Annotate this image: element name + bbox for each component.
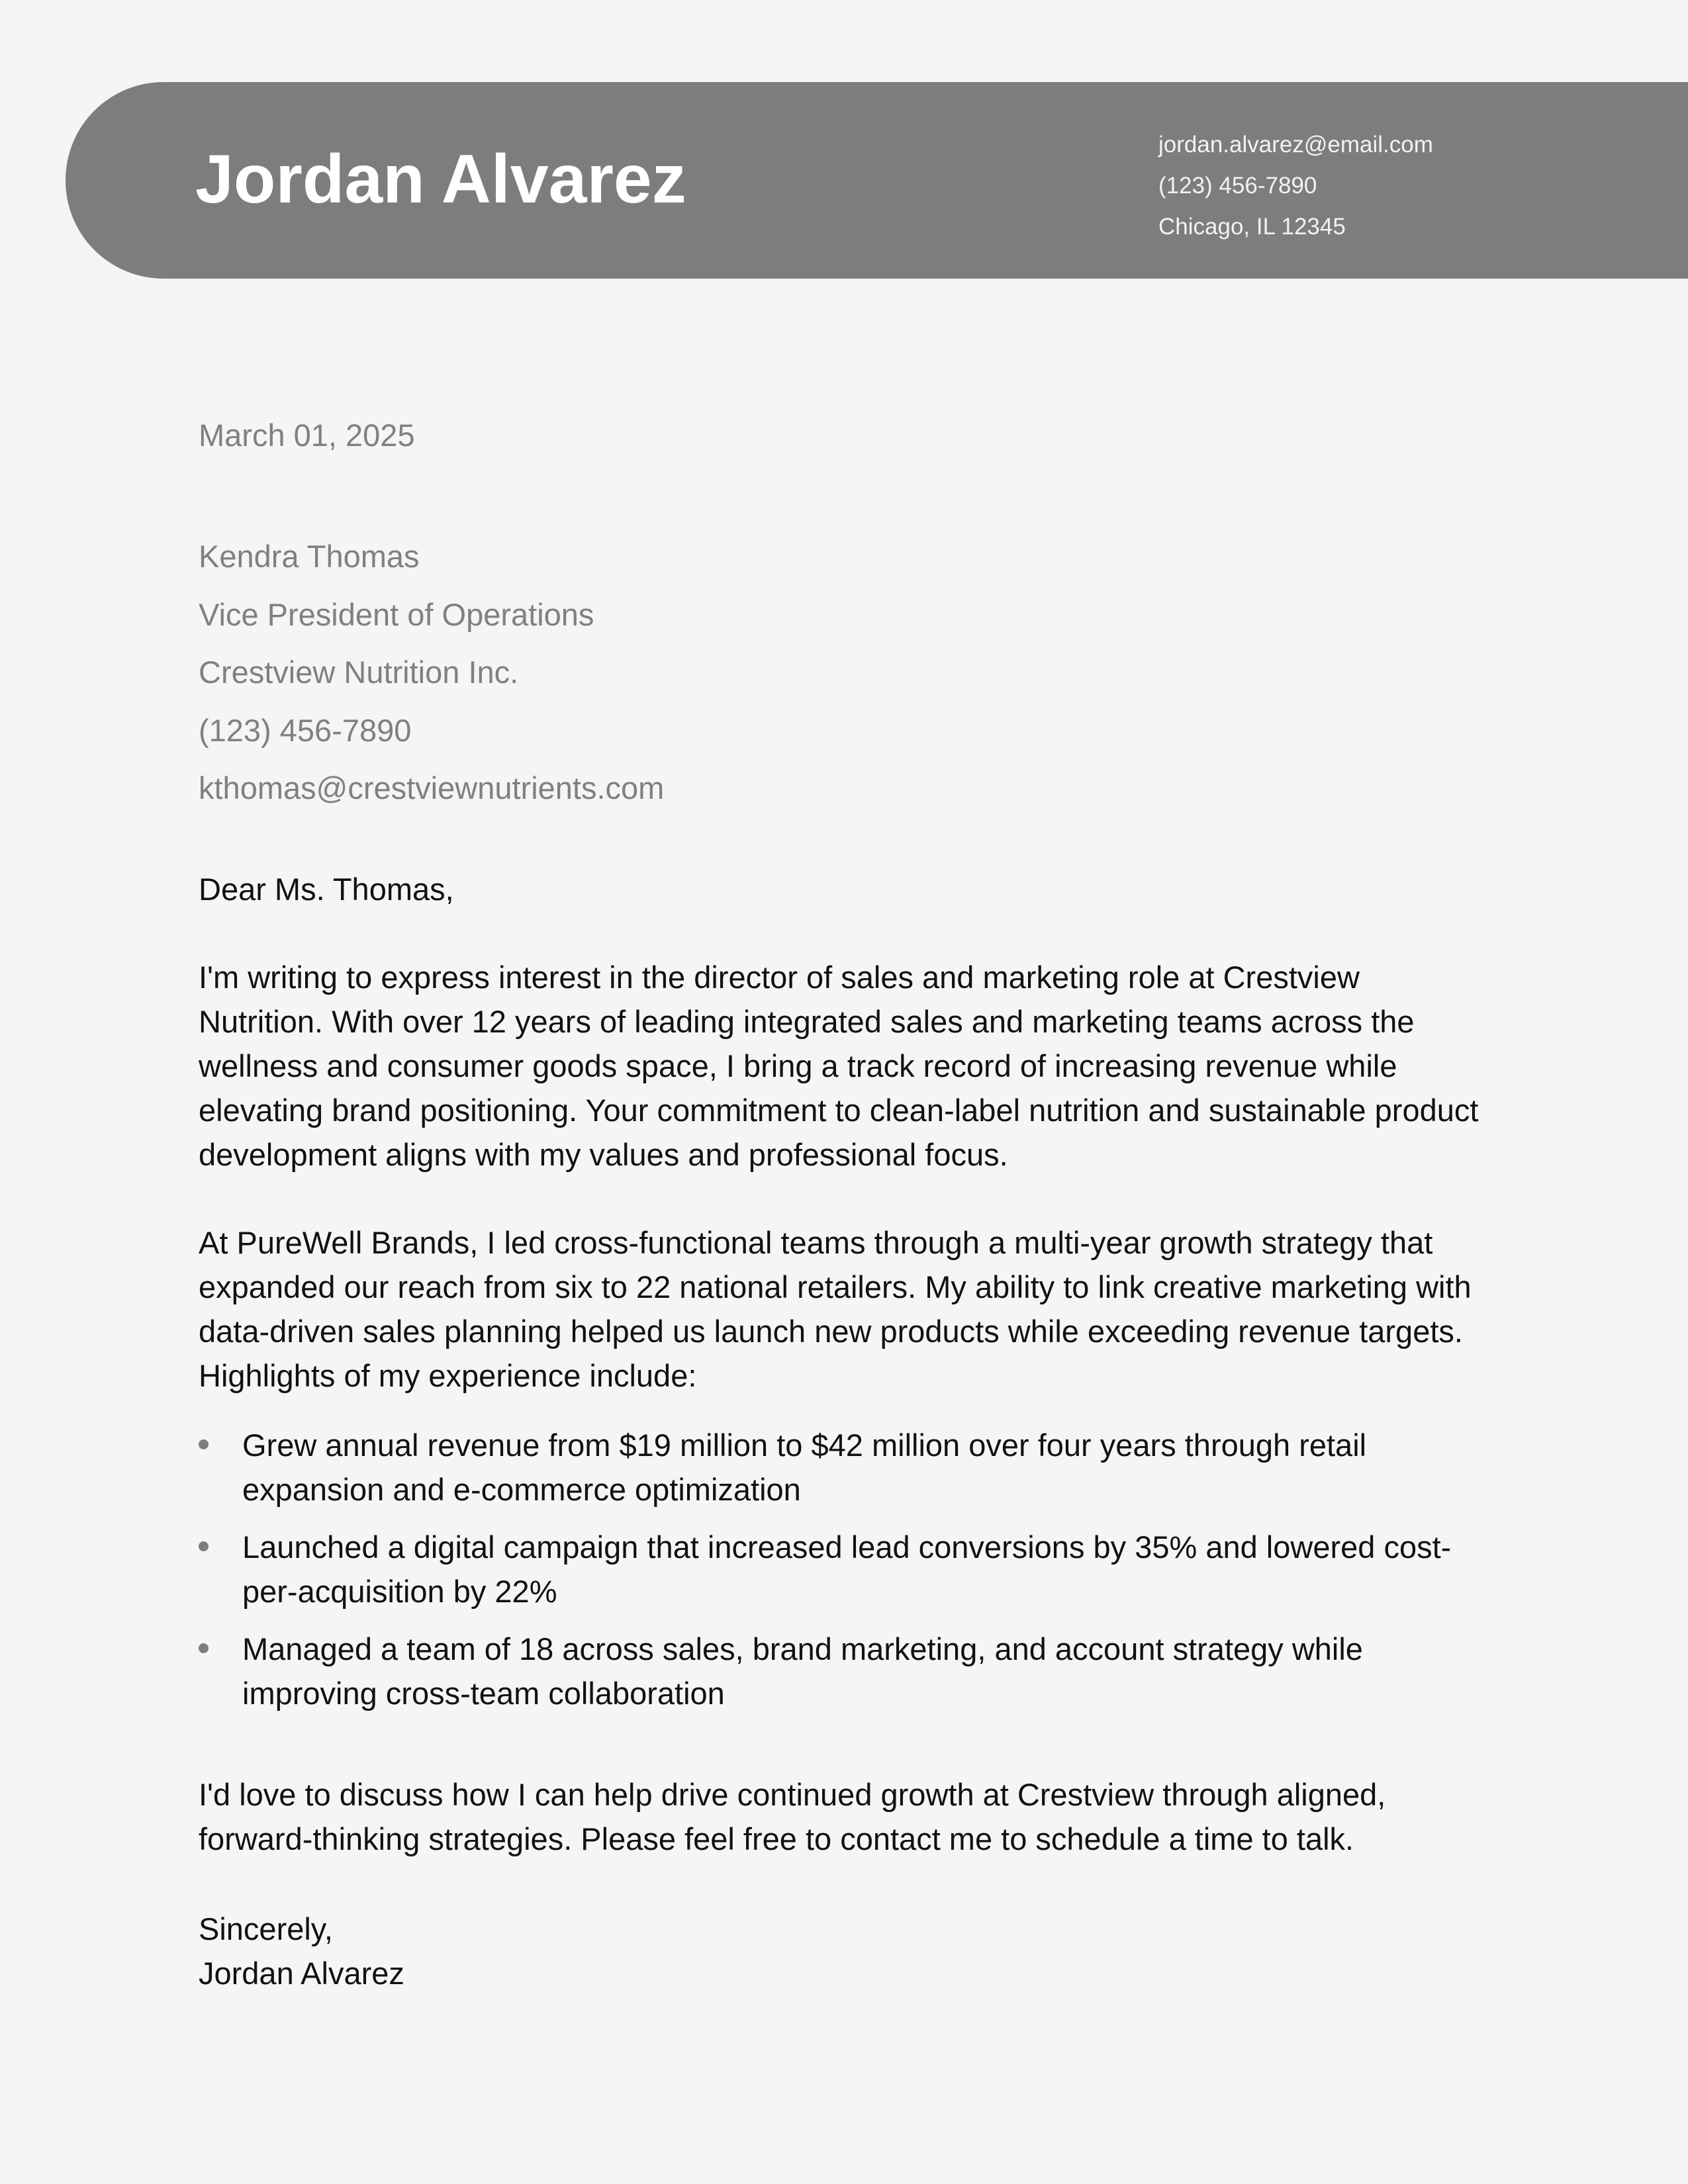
signature-name: Jordan Alvarez — [199, 1956, 404, 1991]
bullet-text: Managed a team of 18 across sales, brand marketing, and account strategy while improving cross-team collaboration — [242, 1631, 1363, 1711]
sender-phone: (123) 456-7890 — [1158, 173, 1317, 199]
list-item — [199, 1423, 1489, 1512]
list-item — [199, 1525, 1489, 1614]
bullet-icon — [199, 1643, 209, 1653]
signature-block — [199, 1907, 404, 1995]
paragraph-experience: At PureWell Brands, I led cross-functional teams through a multi-year growth strategy that expanded our reach from six to 22 national retailers. My ability to link creative marketing with data-driven sales planning helped us launch new products while exceeding revenue targets. Highlights of my experience include: — [199, 1225, 1472, 1393]
sender-contact — [1158, 124, 1433, 248]
recipient-name: Kendra Thomas — [199, 539, 420, 574]
closing-phrase: Sincerely, — [199, 1911, 333, 1946]
salutation: Dear Ms. Thomas, — [199, 872, 454, 907]
sender-email: jordan.alvarez@email.com — [1158, 132, 1433, 158]
bullet-text: Grew annual revenue from $19 million to $42 million over four years through retail expansion and e-commerce optimization — [242, 1428, 1367, 1507]
paragraph-intro: I'm writing to express interest in the director of sales and marketing role at Crestview Nutrition. With over 12 years of leading integrated sales and marketing teams across the wellness and consumer goods space, I bring a track record of increasing revenue while elevating brand positioning. Your commitment to clean-label nutrition and sustainable product development aligns with my values and professional focus. — [199, 960, 1479, 1172]
recipient-block — [199, 527, 664, 817]
recipient-company: Crestview Nutrition Inc. — [199, 655, 519, 690]
bullet-icon — [199, 1541, 209, 1551]
recipient-phone: (123) 456-7890 — [199, 712, 412, 748]
sender-location: Chicago, IL 12345 — [1158, 214, 1346, 240]
recipient-email: kthomas@crestviewnutrients.com — [199, 770, 665, 805]
bullet-text: Launched a digital campaign that increased lead conversions by 35% and lowered cost-per-acquisition by 22% — [242, 1529, 1452, 1609]
bullet-icon — [199, 1439, 209, 1449]
list-item — [199, 1627, 1489, 1715]
highlights-list — [199, 1423, 1489, 1729]
letter-date: March 01, 2025 — [199, 418, 415, 453]
paragraph-closing: I'd love to discuss how I can help drive continued growth at Crestview through aligned, forward-thinking strategies. Please feel free to contact me to schedule a time to talk. — [199, 1777, 1386, 1856]
recipient-title: Vice President of Operations — [199, 596, 594, 632]
sender-name: Jordan Alvarez — [195, 141, 686, 218]
